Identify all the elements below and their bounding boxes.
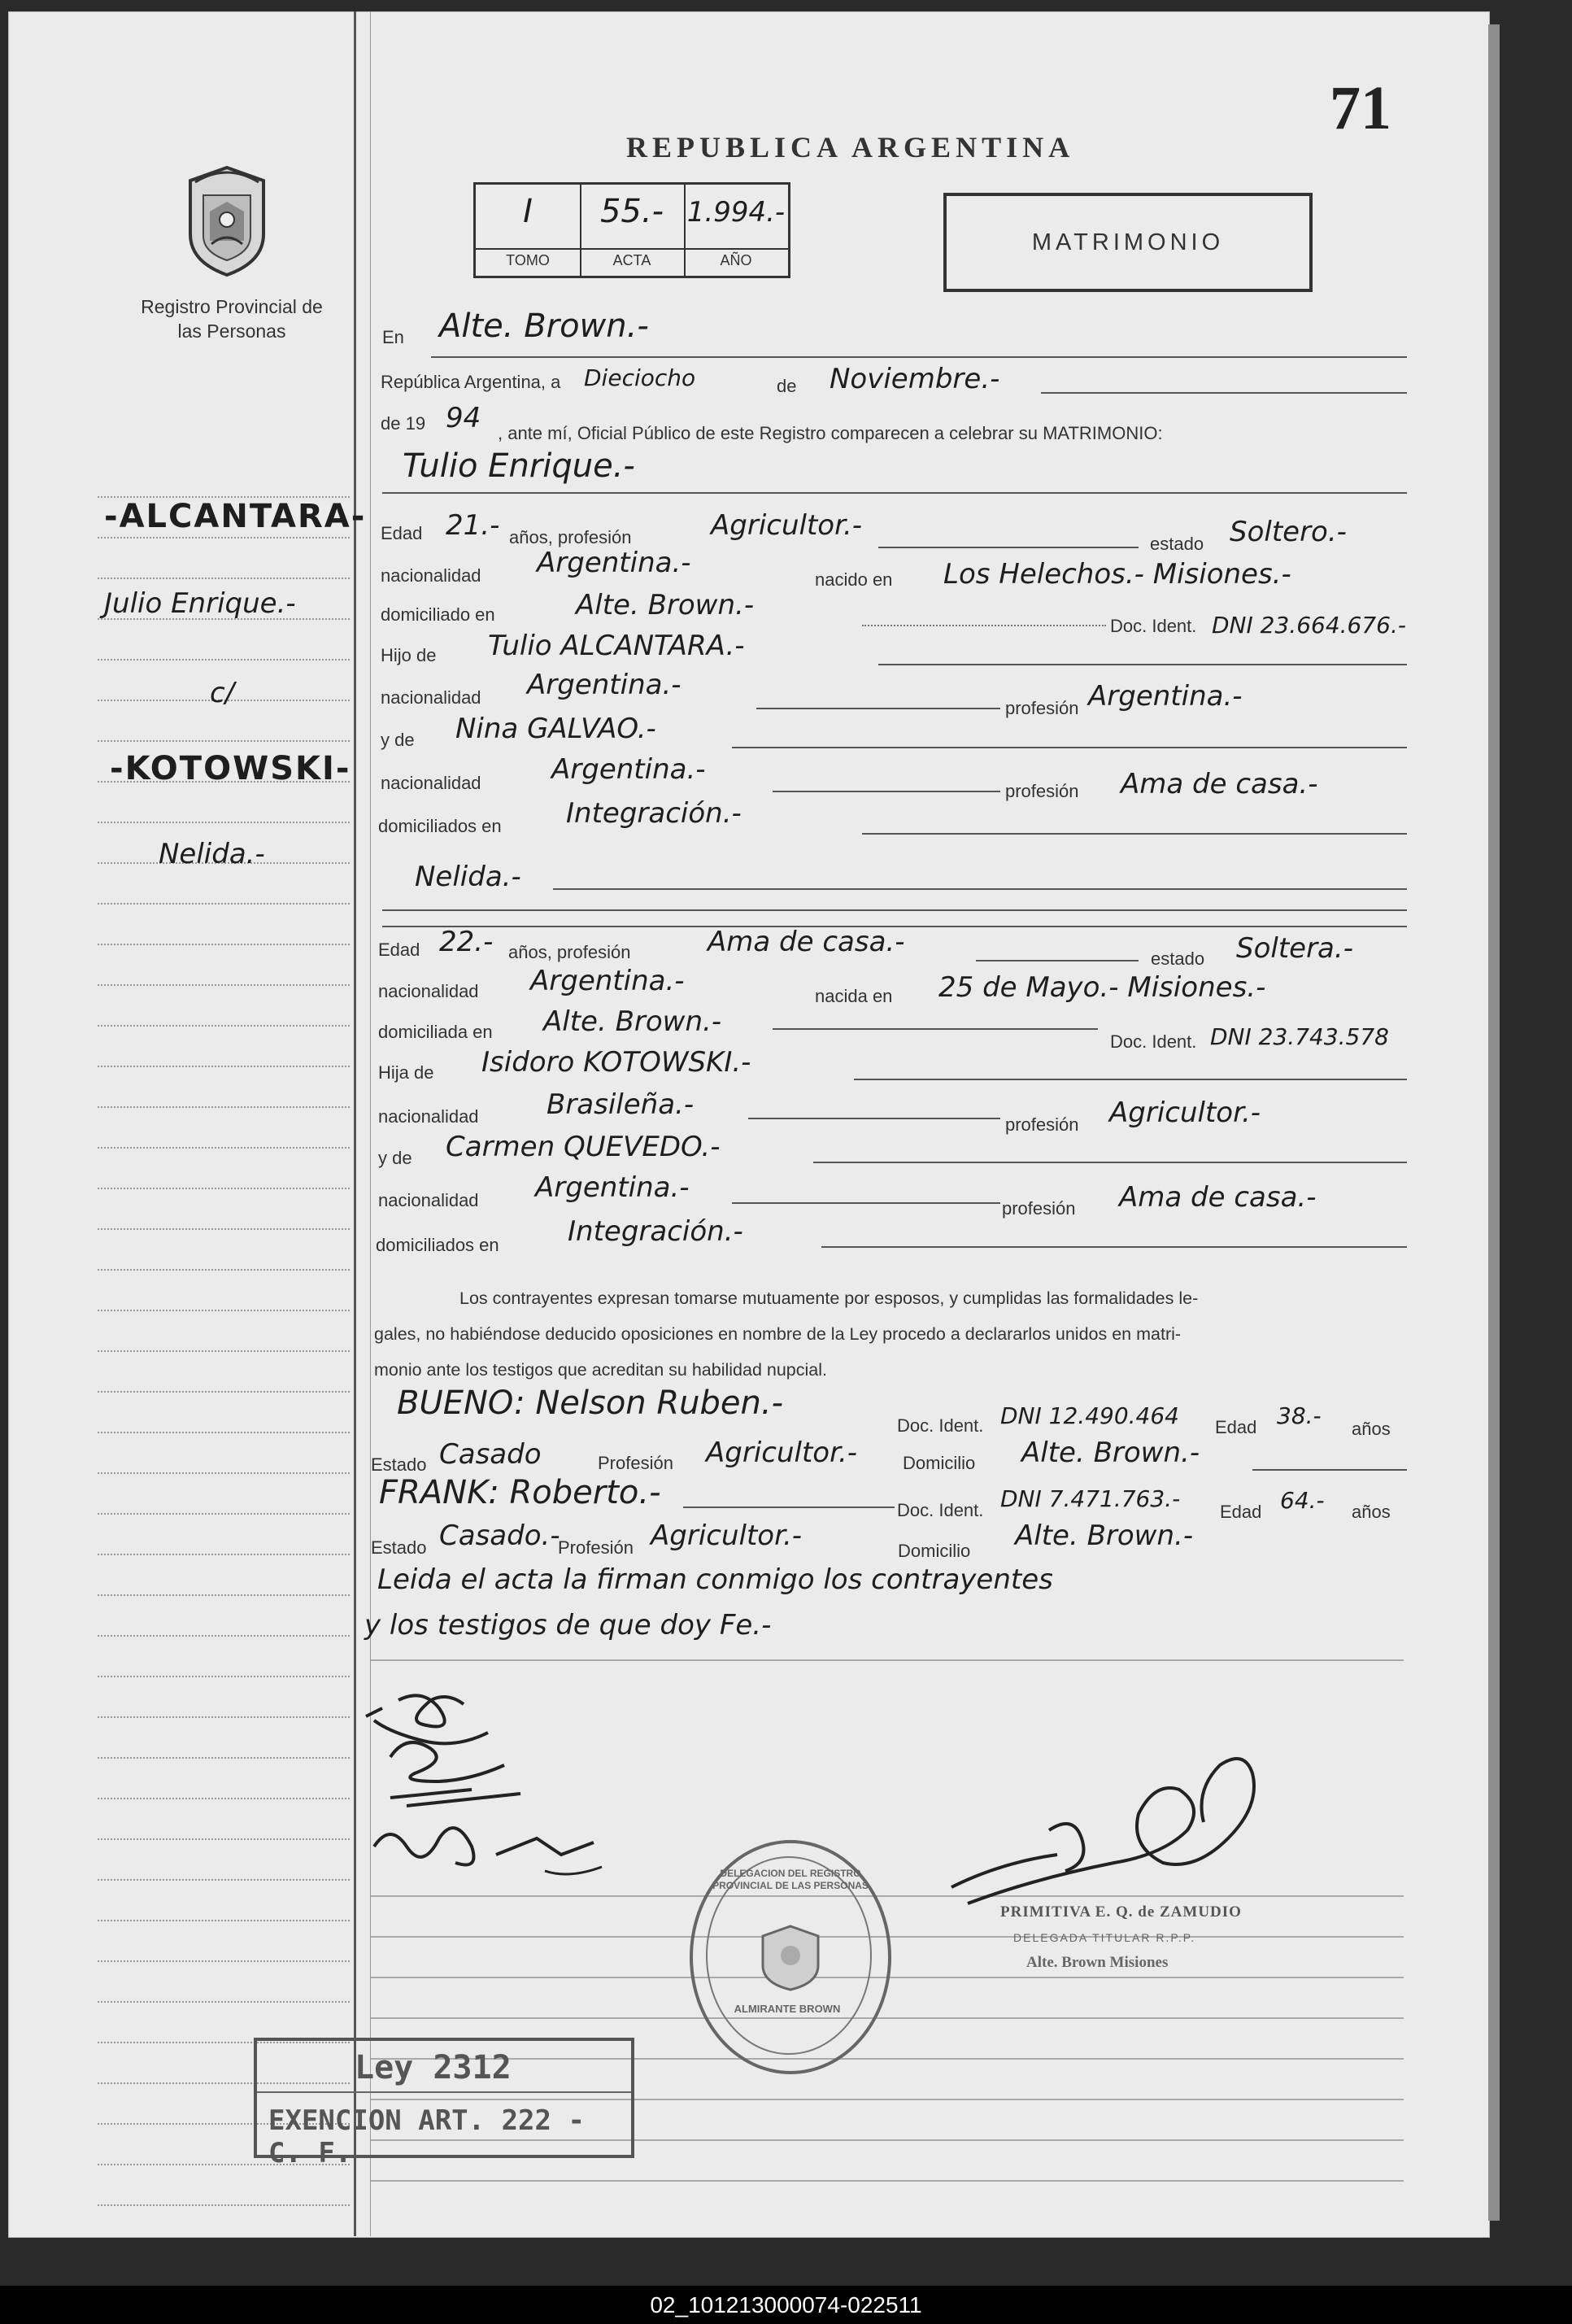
bride-parents-dom-label: domiciliados en: [376, 1235, 499, 1255]
witness-2-profesion-label: Profesión: [558, 1537, 634, 1558]
witness-2-domicile: Alte. Brown.-: [1015, 1520, 1194, 1552]
bride-parents-domicile: Integración.-: [568, 1215, 743, 1248]
tomo-label: TOMO: [506, 252, 550, 268]
witness-2-estado-label: Estado: [371, 1537, 427, 1558]
witness-1-anos-label: años: [1352, 1419, 1391, 1439]
month: Noviembre.-: [830, 363, 1000, 395]
bride-edad-label: Edad: [378, 940, 420, 960]
witness-1-civil-status: Casado: [439, 1438, 542, 1471]
bride-doc: DNI 23.743.578: [1210, 1023, 1389, 1050]
bride-civil-status: Soltera.-: [1236, 932, 1353, 965]
bride-age: 22.-: [439, 926, 494, 958]
ano-label: AÑO: [720, 252, 752, 268]
round-seal: [690, 1840, 891, 2074]
exemption-article: EXENCION ART. 222 - C. F.: [268, 2104, 585, 2169]
groom-parents-domicile: Integración.-: [566, 797, 742, 830]
page-edge: [1488, 24, 1500, 2221]
groom-nationality: Argentina.-: [537, 547, 691, 579]
groom-name: Tulio Enrique.-: [403, 447, 635, 485]
groom-profesion-label: años, profesión: [509, 527, 632, 547]
groom-profession: Agricultor.-: [711, 509, 863, 542]
tomo-value: I: [523, 193, 533, 230]
file-id-footer: 02_101213000074-022511: [0, 2286, 1572, 2324]
bride-name: Nelida.-: [415, 861, 521, 893]
bride-father-profession: Agricultor.-: [1109, 1097, 1261, 1129]
closing-line-1: Leida el acta la firman conmigo los contrayentes: [377, 1563, 1053, 1596]
acta-label: ACTA: [612, 252, 651, 268]
record-type-box: MATRIMONIO: [943, 193, 1313, 292]
bride-mother-prof-label: profesión: [1002, 1198, 1076, 1219]
groom-father-label: Hijo de: [381, 645, 437, 665]
witness-2-edad-label: Edad: [1220, 1502, 1262, 1522]
witness-1-estado-label: Estado: [371, 1454, 427, 1475]
witness-1-name: BUENO: Nelson Ruben.-: [397, 1384, 783, 1422]
bride-estado-label: estado: [1151, 948, 1205, 969]
groom-mother-label: y de: [381, 730, 415, 750]
registry-name: Registro Provincial de las Personas: [141, 296, 323, 342]
bride-doc-label: Doc. Ident.: [1110, 1031, 1197, 1052]
bride-domicilio-label: domiciliada en: [378, 1022, 493, 1042]
acta-value: 55.-: [599, 193, 664, 230]
groom-parents-dom-label: domiciliados en: [378, 816, 502, 836]
bride-father-label: Hija de: [378, 1062, 434, 1083]
bride-mother: Carmen QUEVEDO.-: [446, 1131, 721, 1163]
republica-label: República Argentina, a: [381, 372, 561, 392]
margin-groom-names: Julio Enrique.-: [104, 587, 296, 620]
witness-2-doc: DNI 7.471.763.-: [1000, 1485, 1181, 1512]
groom-mother-prof-label: profesión: [1005, 781, 1079, 801]
groom-civil-status: Soltero.-: [1230, 516, 1347, 548]
de-label: de: [777, 376, 797, 396]
signatures-parties: [358, 1684, 626, 1887]
tomo-cell: [476, 185, 581, 276]
republic-title: REPUBLICA ARGENTINA: [626, 131, 1075, 164]
official-signature: [935, 1724, 1285, 1928]
closing-line-2: y los testigos de que doy Fe.-: [364, 1609, 772, 1642]
round-seal-inner-text: ALMIRANTE BROWN: [734, 2003, 841, 2015]
witness-1-domicilio-label: Domicilio: [903, 1453, 976, 1473]
witness-2-age: 64.-: [1280, 1487, 1325, 1514]
bride-mother-profession: Ama de casa.-: [1119, 1181, 1317, 1214]
margin-groom-surname: -ALCANTARA-: [104, 498, 367, 535]
bride-domicile: Alte. Brown.-: [543, 1005, 722, 1038]
bride-mother-nationality: Argentina.-: [535, 1171, 690, 1204]
groom-father: Tulio ALCANTARA.-: [488, 630, 745, 662]
bride-father-nat-label: nacionalidad: [378, 1106, 479, 1127]
groom-mother: Nina GALVAO.-: [455, 713, 656, 745]
witness-1-doc: DNI 12.490.464: [1000, 1402, 1179, 1429]
exemption-stamp: [254, 2038, 634, 2169]
groom-father-nat-label: nacionalidad: [381, 687, 481, 708]
witness-2-civil-status: Casado.-: [439, 1520, 560, 1552]
bride-mother-label: y de: [378, 1148, 412, 1168]
groom-edad-label: Edad: [381, 523, 423, 543]
groom-mother-nationality: Argentina.-: [551, 753, 706, 786]
groom-doc: DNI 23.664.676.-: [1212, 612, 1406, 639]
bride-father-prof-label: profesión: [1005, 1114, 1079, 1135]
declaration-line-1: Los contrayentes expresan tomarse mutuamente por esposos, y cumplidas las formalidades le-: [459, 1288, 1199, 1308]
bride-nacionalidad-label: nacionalidad: [378, 981, 479, 1001]
witness-2-profession: Agricultor.-: [651, 1520, 803, 1552]
witness-1-profesion-label: Profesión: [598, 1453, 673, 1473]
bride-profession: Ama de casa.-: [708, 926, 905, 958]
groom-father-nationality: Argentina.-: [527, 669, 681, 701]
coat-of-arms-icon: [758, 1923, 823, 1991]
groom-father-prof-label: profesión: [1005, 698, 1079, 718]
groom-age: 21.-: [446, 509, 500, 542]
witness-1-domicile: Alte. Brown.-: [1021, 1437, 1200, 1469]
bride-birthplace: 25 de Mayo.- Misiones.-: [938, 971, 1266, 1004]
groom-mother-nat-label: nacionalidad: [381, 773, 481, 793]
bride-father: Isidoro KOTOWSKI.-: [481, 1046, 751, 1079]
round-seal-ring-text: DELEGACION DEL REGISTRO PROVINCIAL DE LAS PERSONAS: [712, 1868, 869, 1891]
groom-mother-profession: Ama de casa.-: [1121, 768, 1318, 800]
bride-profesion-label: años, profesión: [508, 942, 631, 962]
witness-2-name: FRANK: Roberto.-: [379, 1474, 661, 1511]
bride-nacida-label: nacida en: [815, 986, 893, 1006]
groom-father-profession: Argentina.-: [1088, 680, 1243, 713]
en-label: En: [382, 327, 404, 347]
bride-father-nationality: Brasileña.-: [546, 1088, 695, 1121]
official-stamp-title: DELEGADA TITULAR R.P.P.: [1013, 1931, 1196, 1944]
witness-1-doc-label: Doc. Ident.: [897, 1415, 984, 1436]
acta-cell: [580, 185, 686, 276]
margin-connector: c/: [210, 677, 235, 709]
witness-1-profession: Agricultor.-: [706, 1437, 858, 1469]
groom-birthplace: Los Helechos.- Misiones.-: [943, 558, 1291, 591]
provincial-seal: [179, 163, 275, 282]
groom-domicilio-label: domiciliado en: [381, 604, 495, 625]
ano-cell: [684, 185, 788, 276]
groom-nacido-label: nacido en: [815, 569, 893, 590]
margin-rule-thin: [370, 11, 371, 2236]
year-suffix: 94: [446, 402, 481, 434]
page-number: 71: [1330, 74, 1391, 142]
witness-1-age: 38.-: [1277, 1402, 1322, 1429]
year-prefix: de 19: [381, 413, 426, 434]
official-stamp-location: Alte. Brown Misiones: [1026, 1954, 1169, 1971]
official-stamp-name: PRIMITIVA E. Q. de ZAMUDIO: [1000, 1903, 1242, 1921]
day: Dieciocho: [584, 364, 696, 391]
place: Alte. Brown.-: [439, 307, 649, 345]
groom-nacionalidad-label: nacionalidad: [381, 565, 481, 586]
groom-doc-label: Doc. Ident.: [1110, 616, 1197, 636]
record-reference-box: [473, 182, 790, 278]
statement: , ante mí, Oficial Público de este Registro comparecen a celebrar su MATRIMONIO:: [498, 423, 1163, 443]
exemption-law: Ley 2312: [355, 2049, 512, 2086]
bride-nationality: Argentina.-: [530, 965, 685, 997]
witness-2-doc-label: Doc. Ident.: [897, 1500, 984, 1520]
provincial-seal-icon: [179, 163, 275, 278]
groom-estado-label: estado: [1150, 534, 1204, 554]
groom-domicile: Alte. Brown.-: [576, 589, 755, 621]
declaration-line-3: monio ante los testigos que acreditan su habilidad nupcial.: [374, 1360, 827, 1380]
margin-bride-surname: -KOTOWSKI-: [110, 750, 351, 787]
bride-mother-nat-label: nacionalidad: [378, 1190, 479, 1210]
witness-2-domicilio-label: Domicilio: [898, 1541, 971, 1561]
witness-2-anos-label: años: [1352, 1502, 1391, 1522]
witness-1-edad-label: Edad: [1215, 1417, 1257, 1437]
margin-rule: [354, 11, 356, 2236]
ano-value: 1.994.-: [686, 196, 786, 229]
declaration-line-2: gales, no habiéndose deducido oposiciones en nombre de la Ley procedo a declararlos unidos en matri-: [374, 1324, 1182, 1344]
margin-bride-names: Nelida.-: [159, 838, 265, 870]
